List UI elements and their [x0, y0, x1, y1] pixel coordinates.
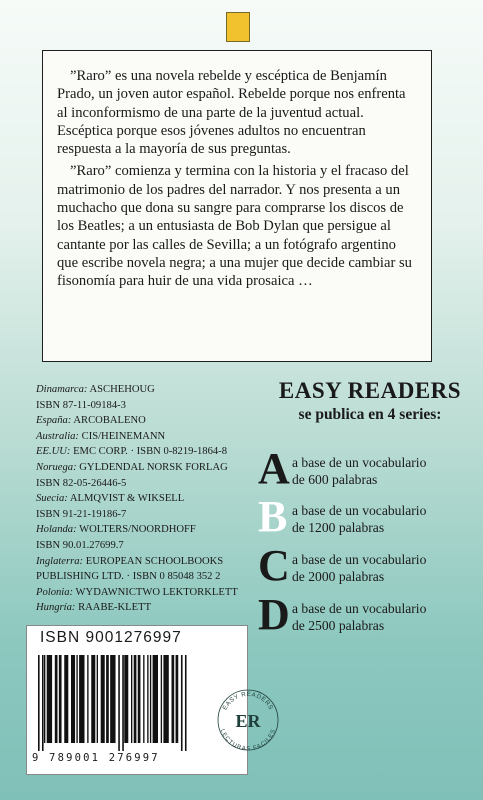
- distributor-text: ISBN 87-11-09184-3: [36, 399, 126, 411]
- distributor-row: [36, 429, 266, 445]
- series-a: [258, 444, 478, 496]
- barcode-bar: [122, 655, 124, 751]
- distributor-text: PUBLISHING LTD. · ISBN 0 85048 352 2: [36, 571, 221, 583]
- series-description: [292, 454, 426, 488]
- barcode-bar: [87, 655, 88, 743]
- barcode-bar: [138, 655, 141, 743]
- distributor-text: ISBN 91-21-19186-7: [36, 508, 127, 520]
- distributor-row: [36, 491, 266, 507]
- series-desc-line1: a base de un vocabulario: [292, 455, 427, 470]
- series-letter: B: [258, 492, 288, 541]
- distributor-row: [36, 600, 266, 616]
- distributor-row: [36, 413, 266, 429]
- series-b: [258, 492, 478, 544]
- easy-readers-seal-icon: [216, 688, 280, 752]
- synopsis-paragraph-1: ”Raro” es una novela rebelde y escéptica de Benjamín Prado, un joven autor español. Rebelde porque nos enfrenta al inconformismo de una parte de la juventud actual. Escéptica porque esos jóvenes adultos no encuentran respuesta a la mayoría de sus preguntas.: [57, 68, 406, 158]
- distributor-row: [36, 554, 266, 570]
- barcode-bar: [97, 655, 98, 743]
- series-desc-line2: de 2500 palabras: [292, 618, 385, 633]
- distributor-row: [36, 460, 266, 476]
- seal-top-text: EASY READERS: [221, 690, 275, 712]
- distributor-row: [36, 538, 266, 554]
- barcode-bar: [176, 655, 179, 743]
- barcode-bar: [124, 655, 128, 743]
- barcode-bar: [38, 655, 40, 751]
- distributor-row: [36, 476, 266, 492]
- synopsis-paragraph-2: ”Raro” comienza y termina con la historia y el fracaso del matrimonio de los padres del narrador. Y nos presenta a un muchacho que dona su sangre para comprarse los discos de los Beatles; a un entusiasta de Bob Dylan que persigue al cantante por las calles de Sevilla; a un fotógrafo argentino que escribe novela negra; a una mujer que decide cambiar su fisonomía para huir de una vida prosaica …: [57, 163, 412, 290]
- series-description: [292, 551, 426, 585]
- barcode-bar: [185, 655, 187, 751]
- barcode-bar: [110, 655, 115, 743]
- distributor-text: RAABE-KLETT: [78, 602, 152, 614]
- barcode-bar: [76, 655, 77, 743]
- easy-readers-title: EASY READERS: [278, 378, 462, 403]
- distributor-text: ISBN 82-05-26446-5: [36, 477, 127, 489]
- synopsis-box: [42, 50, 432, 362]
- barcode-bar: [101, 655, 105, 743]
- series-letter: D: [258, 590, 290, 639]
- series-desc-line1: a base de un vocabulario: [292, 503, 427, 518]
- barcode-bar: [118, 655, 120, 751]
- barcode-bar: [79, 655, 84, 743]
- distributor-country: Suecia:: [36, 493, 68, 505]
- distributor-text: CIS/HEINEMANN: [81, 430, 166, 442]
- distributor-text: GYLDENDAL NORSK FORLAG: [79, 461, 228, 473]
- series-desc-line2: de 1200 palabras: [292, 520, 385, 535]
- distributor-country: Inglaterra:: [36, 555, 84, 567]
- distributor-country: Holanda:: [36, 524, 77, 536]
- distributor-row: [36, 522, 266, 538]
- distributor-country: Noruega:: [36, 461, 77, 473]
- series-desc-line1: a base de un vocabulario: [292, 601, 427, 616]
- barcode-bars: [34, 655, 234, 751]
- barcode-bar: [143, 655, 144, 743]
- distributor-text: EUROPEAN SCHOOLBOOKS: [85, 555, 224, 567]
- barcode-bar: [106, 655, 109, 743]
- series-desc-line2: de 2000 palabras: [292, 569, 385, 584]
- distributor-country: Polonia:: [36, 586, 74, 598]
- distributor-country: España:: [36, 415, 72, 427]
- barcode-bar: [181, 655, 183, 751]
- barcode-bar: [47, 655, 52, 743]
- distributor-row: [36, 569, 266, 585]
- barcode-bar: [71, 655, 75, 743]
- barcode-bar: [147, 655, 148, 743]
- distributor-country: Dinamarca:: [36, 384, 88, 395]
- series-letter: A: [258, 444, 290, 493]
- distributor-country: Hungría:: [36, 602, 76, 614]
- barcode-bar: [42, 655, 44, 751]
- series-c: [258, 541, 478, 593]
- barcode-bar: [163, 655, 168, 743]
- distributor-row: [36, 507, 266, 523]
- series-desc-line1: a base de un vocabulario: [292, 552, 427, 567]
- barcode-bar: [44, 655, 45, 743]
- barcode-bar: [150, 655, 151, 743]
- barcode-digits: 9 789001 276997: [32, 752, 160, 764]
- barcode-bar: [153, 655, 158, 743]
- series-d: [258, 590, 478, 642]
- distributor-row: [36, 444, 266, 460]
- barcode-bar: [172, 655, 175, 743]
- seal-monogram: ER: [235, 711, 261, 731]
- series-description: [292, 600, 426, 634]
- series-desc-line2: de 600 palabras: [292, 472, 378, 487]
- isbn-label: ISBN 9001276997: [40, 629, 182, 646]
- distributor-text: EMC CORP. · ISBN 0-8219-1864-8: [73, 446, 227, 458]
- distributor-text: ISBN 90.01.27699.7: [36, 539, 124, 551]
- distributor-text: WYDAWNICTWO LEKTORKLETT: [75, 586, 238, 598]
- svg-text:LECTURAS FACILES: [219, 728, 277, 752]
- seal-bottom-text: LECTURAS FACILES: [218, 728, 278, 752]
- distributor-text: WOLTERS/NOORDHOFF: [79, 524, 196, 536]
- svg-text:EASY READERS: [222, 691, 275, 711]
- yellow-tab-mark: [226, 12, 250, 42]
- distributor-text: ALMQVIST & WIKSELL: [69, 493, 185, 505]
- series-letter: C: [258, 541, 290, 590]
- barcode-bar: [59, 655, 62, 743]
- barcode-bar: [131, 655, 132, 743]
- barcode-bar: [134, 655, 137, 743]
- distributor-text: ARCOBALENO: [73, 415, 146, 427]
- distributor-row: [36, 585, 266, 601]
- barcode-bar: [161, 655, 162, 743]
- barcode-bar: [91, 655, 95, 743]
- distributor-list: [36, 382, 266, 616]
- distributor-country: Australia:: [36, 430, 79, 442]
- series-description: [292, 502, 426, 536]
- distributor-country: EE.UU:: [36, 446, 71, 458]
- easy-readers-subtitle: se publica en 4 series:: [298, 406, 442, 423]
- distributor-text: ASCHEHOUG: [89, 384, 155, 395]
- distributor-row: [36, 382, 266, 398]
- distributor-row: [36, 398, 266, 414]
- barcode-bar: [64, 655, 68, 743]
- barcode-bar: [55, 655, 58, 743]
